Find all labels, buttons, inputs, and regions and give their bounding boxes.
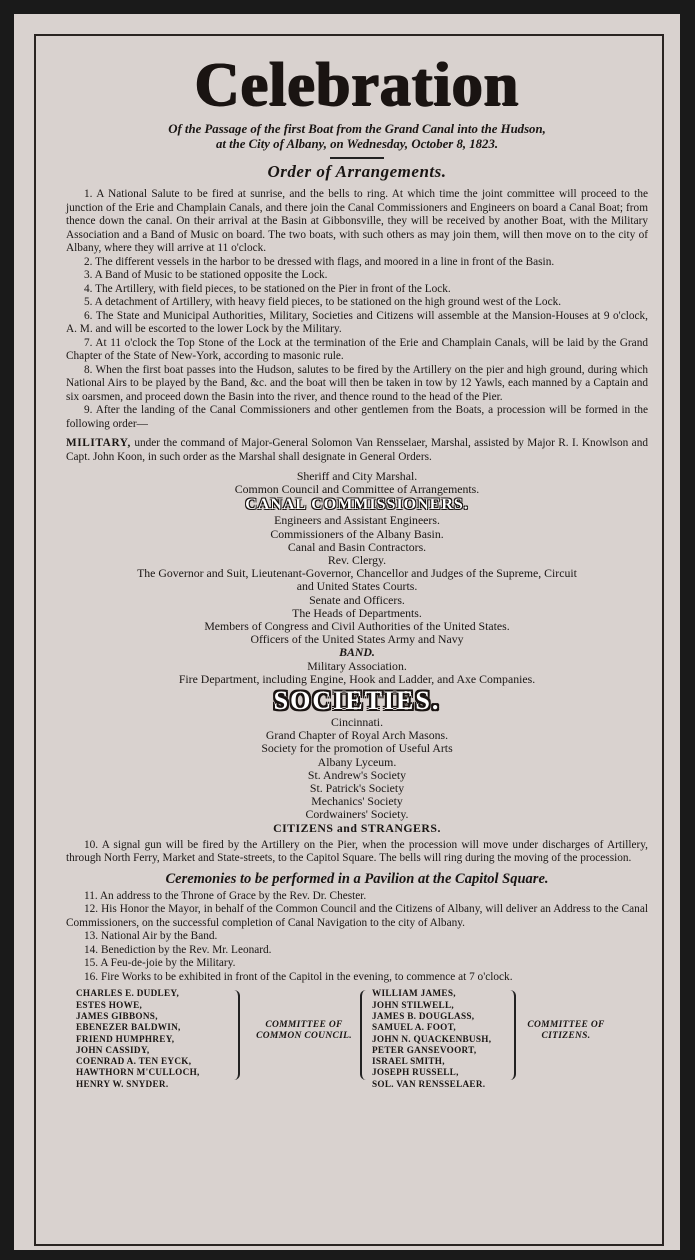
citizen-member: SOL. VAN RENSSELAER. <box>372 1078 486 1089</box>
procession-basin-commissioners: Commissioners of the Albany Basin. <box>270 526 444 541</box>
council-member: ESTES HOWE, <box>76 999 143 1010</box>
paragraph-2: 2. The different vessels in the harbor to be dressed with flags, and moored in a line in front of the Basin. <box>84 255 555 268</box>
procession-contractors: Canal and Basin Contractors. <box>287 539 427 554</box>
citizen-member: JOHN STILWELL, <box>372 999 454 1010</box>
council-members <box>76 988 200 1090</box>
council-member: JAMES GIBBONS, <box>76 1010 158 1021</box>
paragraph-3: 3. A Band of Music to be stationed opposite the Lock. <box>84 269 328 281</box>
citizens-label <box>518 1020 614 1042</box>
citizen-member: JOSEPH RUSSELL, <box>372 1067 459 1078</box>
citizens-label-line-2: CITIZENS. <box>541 1031 591 1042</box>
military-paragraph <box>66 437 648 464</box>
subtitle-line-2: at the City of Albany, on Wednesday, October 8, 1823. <box>215 137 499 151</box>
council-member: CHARLES E. DUDLEY, <box>76 988 180 999</box>
citizens-strangers: CITIZENS and STRANGERS. <box>273 820 441 835</box>
council-member: EBENEZER BALDWIN, <box>76 1022 181 1033</box>
procession-governor-2: and United States Courts. <box>296 579 418 594</box>
council-member: JOHN CASSIDY, <box>76 1044 150 1055</box>
citizen-member: JAMES B. DOUGLASS, <box>372 1010 475 1021</box>
poster-content <box>66 51 648 1089</box>
council-member: COENRAD A. TEN EYCK, <box>76 1056 192 1067</box>
procession-fire-department: Fire Department, including Engine, Hook and Ladder, and Axe Companies. <box>178 671 536 686</box>
procession-sheriff: Sheriff and City Marshal. <box>296 469 418 483</box>
ceremony-15: 15. A Feu-de-joie by the Military. <box>84 957 236 970</box>
procession-military-association: Military Association. <box>307 658 407 673</box>
ceremony-11: 11. An address to the Throne of Grace by the Rev. Dr. Chester. <box>84 889 367 902</box>
title-rule <box>330 157 384 159</box>
council-member: HENRY W. SNYDER. <box>76 1078 169 1089</box>
society-item: Society for the promotion of Useful Arts <box>261 741 453 756</box>
procession-governor-1: The Governor and Suit, Lieutenant-Governor, Chancellor and Judges of the Supreme, Circuit <box>137 566 577 581</box>
ceremony-16: 16. Fire Works to be exhibited in front of the Capitol in the evening, to commence at 7 o'clock. <box>84 970 513 983</box>
ceremony-12: 12. His Honor the Mayor, in behalf of the Common Council and the Citizens of Albany, will deliver an Address to the Canal Commissioners, on the successful completion of Canal Navigation to the city of Albany. <box>66 903 648 929</box>
procession-senate: Senate and Officers. <box>309 592 405 607</box>
poster-title: Celebration <box>194 51 520 119</box>
military-label: MILITARY, <box>66 437 131 449</box>
ceremony-14: 14. Benediction by the Rev. Mr. Leonard. <box>84 943 272 956</box>
procession-council: Common Council and Committee of Arrangements. <box>234 482 480 497</box>
paragraph-8: 8. When the first boat passes into the Hudson, salutes to be fired by the Artillery on the pier and high ground, during which National Airs to be played by the Band, &c. and the boat will then be taken in tow by 12 Yawls, each manned by a Captain and six oarsmen, and proceed down the Basin into the river, and thence round to the head of the Pier. <box>66 363 648 403</box>
citizen-member: ISRAEL SMITH, <box>372 1056 445 1067</box>
society-item: St. Andrew's Society <box>307 767 407 782</box>
society-item: Grand Chapter of Royal Arch Masons. <box>265 728 449 743</box>
paragraph-9: 9. After the landing of the Canal Commissioners and other gentlemen from the Boats, a procession will be formed in the following order— <box>66 404 648 430</box>
citizens-brace-left <box>360 990 366 1080</box>
citizens-brace <box>510 990 516 1080</box>
council-label-line-1: COMMITTEE OF <box>265 1020 343 1031</box>
council-member: FRIEND HUMPHREY, <box>76 1033 175 1044</box>
paragraph-6: 6. The State and Municipal Authorities, Military, Societies and Citizens will assemble at the Mansion-Houses at 9 o'clock, A. M. and will be escorted to the lower Lock by the Military. <box>66 309 648 335</box>
citizen-member: JOHN N. QUACKENBUSH, <box>372 1033 492 1044</box>
paragraph-7: 7. At 11 o'clock the Top Stone of the Lock at the termination of the Erie and Champlain Canals, will be laid by the Grand Chapter of the State of New-York, according to masonic rule. <box>66 336 648 362</box>
ceremonies-heading: Ceremonies to be performed in a Pavilion at the Capitol Square. <box>165 870 549 887</box>
procession-congress: Members of Congress and Civil Authorities of the United States. <box>204 619 510 634</box>
society-item: Cincinnati. <box>330 715 384 730</box>
procession-canal-commissioners: CANAL COMMISSIONERS. <box>245 496 469 514</box>
council-label-line-2: COMMON COUNCIL. <box>256 1031 352 1042</box>
council-label <box>244 1020 364 1042</box>
citizens-label-line-1: COMMITTEE OF <box>527 1020 605 1031</box>
paragraph-10: 10. A signal gun will be fired by the Artillery on the Pier, when the procession will move under discharges of Artillery, through North Ferry, Market and State-streets, to the Capitol Square. The bells will ring during the moving of the procession. <box>66 838 648 865</box>
procession-band: BAND. <box>339 645 375 660</box>
paragraph-4: 4. The Artillery, with field pieces, to be stationed on the Pier in front of the Lock. <box>84 282 451 295</box>
council-member: HAWTHORN M'CULLOCH, <box>76 1067 200 1078</box>
order-heading: Order of Arrangements. <box>267 162 447 181</box>
subtitle-line-1: Of the Passage of the first Boat from the Grand Canal into the Hudson, <box>168 122 546 136</box>
citizen-member: SAMUEL A. FOOT, <box>372 1022 456 1033</box>
council-brace <box>234 990 240 1080</box>
paragraph-5: 5. A detachment of Artillery, with heavy field pieces, to be stationed on the high ground west of the Lock. <box>84 296 562 308</box>
procession-list <box>66 470 648 835</box>
society-item: Mechanics' Society <box>311 794 403 809</box>
citizen-member: WILLIAM JAMES, <box>372 988 456 999</box>
procession-engineers: Engineers and Assistant Engineers. <box>274 513 440 528</box>
paragraph-1: 1. A National Salute to be fired at sunrise, and the bells to ring. At which time the joint committee will proceed to the junction of the Erie and Champlain Canals, and there join the Canal Commissioners and Engineers on board a Canal Boat; from thence down the canal. On their arrival at the Basin at Gibbonsville, they will be received by another Boat, with the Military Association and a Band of Music on board. The two boats, with such others as may join them, will then move on to the city of Albany, where they will arrive at 11 o'clock. <box>66 188 648 254</box>
citizen-members <box>372 988 491 1090</box>
poster-sheet <box>14 14 680 1250</box>
society-item: St. Patrick's Society <box>309 781 405 796</box>
military-text: under the command of Major-General Solomon Van Rensselaer, Marshal, assisted by Major R. I. Knowlson and Capt. John Koon, in such order as the Marshal shall designate in General Orders. <box>66 437 648 463</box>
citizen-member: PETER GANSEVOORT, <box>372 1044 477 1055</box>
committees <box>66 988 648 1088</box>
ceremony-13: 13. National Air by the Band. <box>84 930 218 943</box>
societies-heading: SOCIETIES. <box>273 686 441 716</box>
subtitle <box>66 122 648 152</box>
society-item: Albany Lyceum. <box>317 754 397 769</box>
procession-officers: Officers of the United States Army and Navy <box>250 632 464 647</box>
procession-departments: The Heads of Departments. <box>292 605 422 620</box>
procession-clergy: Rev. Clergy. <box>327 553 387 568</box>
society-item: Cordwainers' Society. <box>305 807 409 822</box>
